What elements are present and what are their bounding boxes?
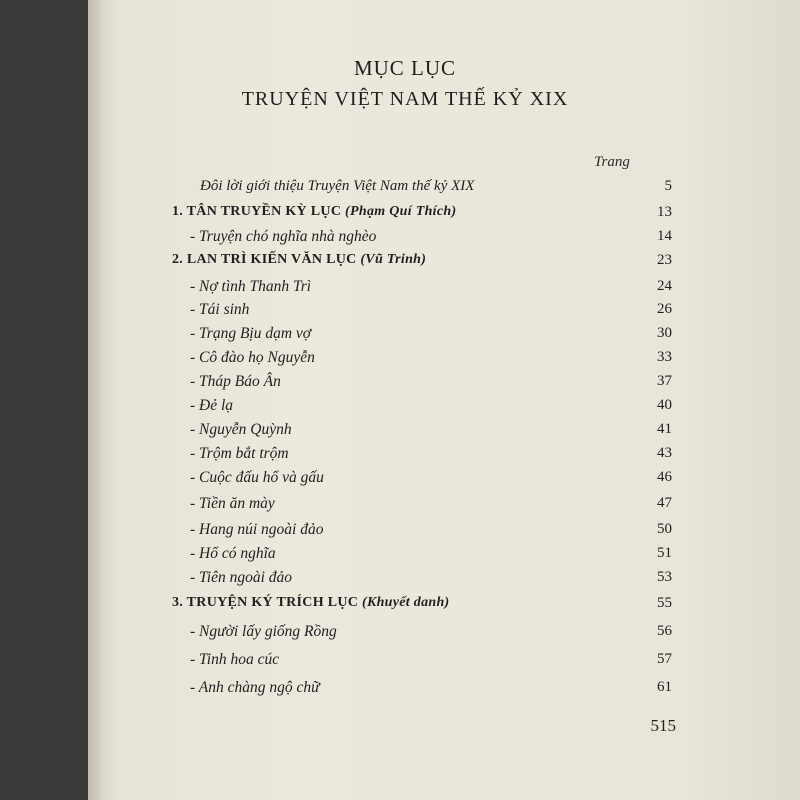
toc-item-page: 40 (657, 397, 672, 413)
toc-section-title: 2. LAN TRÌ KIẾN VĂN LỤC (Vũ Trinh) (172, 252, 427, 267)
toc-item-page: 37 (657, 373, 672, 389)
toc-item-label: - Hang núi ngoài đảo (190, 521, 324, 538)
toc-item-label: - Tháp Báo Ân (190, 373, 281, 390)
toc-item-row (0, 679, 800, 703)
toc-item-label: - Người lấy giống Rồng (190, 623, 337, 640)
toc-item-label: - Trộm bắt trộm (190, 445, 289, 462)
toc-section-row (0, 204, 800, 228)
toc-section-title: 1. TÂN TRUYỀN KỲ LỤC (Phạm Quí Thích) (172, 204, 457, 219)
toc-item-label: - Cô đào họ Nguyễn (190, 349, 315, 366)
toc-item-label: - Hổ có nghĩa (190, 545, 276, 562)
toc-section-author: (Vũ Trinh) (360, 252, 427, 267)
toc-item-label: - Trạng Bịu dạm vợ (190, 325, 312, 342)
toc-item-row (0, 421, 800, 445)
toc-section-page: 55 (657, 595, 672, 611)
toc-item-row (0, 325, 800, 349)
toc-section-page: 23 (657, 252, 672, 268)
toc-item-page: 51 (657, 545, 672, 561)
toc-item-row (0, 521, 800, 545)
toc-item-row (0, 278, 800, 302)
toc-item-page: 33 (657, 349, 672, 365)
toc-item-row (0, 569, 800, 593)
toc-item-label: - Truyện chó nghĩa nhà nghèo (190, 228, 377, 245)
toc-intro-page: 5 (664, 178, 672, 194)
toc-item-row (0, 228, 800, 252)
toc-item-label: - Nguyễn Quỳnh (190, 421, 292, 438)
toc-item-page: 14 (657, 228, 672, 244)
toc-item-row (0, 397, 800, 421)
toc-item-page: 30 (657, 325, 672, 341)
toc-intro-label: Đôi lời giới thiệu Truyện Việt Nam thế kỷ XIX (200, 178, 475, 194)
toc-section-title: 3. TRUYỆN KÝ TRÍCH LỤC (Khuyết danh) (172, 595, 450, 610)
toc-item-page: 47 (657, 495, 672, 511)
toc-item-page: 56 (657, 623, 672, 639)
toc-item-row (0, 445, 800, 469)
toc-section-row (0, 252, 800, 276)
toc-item-label: - Tiên ngoài đảo (190, 569, 293, 586)
toc-item-page: 43 (657, 445, 672, 461)
toc-item-page: 50 (657, 521, 672, 537)
toc-item-page: 46 (657, 469, 672, 485)
toc-item-label: - Anh chàng ngộ chữ (190, 679, 320, 696)
toc-item-row (0, 545, 800, 569)
toc-item-page: 41 (657, 421, 672, 437)
toc-item-label: - Đẻ lạ (190, 397, 234, 414)
toc-intro-row (0, 178, 800, 202)
toc-section-row (0, 595, 800, 619)
toc-item-label: - Nợ tình Thanh Trì (190, 278, 312, 295)
toc-section-author: (Khuyết danh) (361, 595, 450, 610)
page-column-label: Trang (594, 154, 630, 170)
toc-item-page: 24 (657, 278, 672, 294)
toc-item-row (0, 301, 800, 325)
page-title: MỤC LỤC (353, 56, 457, 80)
toc-section-author: (Phạm Quí Thích) (345, 204, 457, 219)
toc-item-row (0, 469, 800, 493)
page-subtitle: TRUYỆN VIỆT NAM THẾ KỶ XIX (241, 88, 569, 110)
toc-item-label: - Tinh hoa cúc (190, 651, 280, 668)
toc-item-row (0, 495, 800, 519)
toc-item-row (0, 651, 800, 675)
page-number: 515 (650, 716, 676, 735)
toc-item-page: 57 (657, 651, 672, 667)
toc-item-row (0, 349, 800, 373)
toc-item-row (0, 623, 800, 647)
toc-item-row (0, 373, 800, 397)
toc-item-page: 26 (657, 301, 672, 317)
toc-item-label: - Tiền ăn mày (190, 495, 275, 512)
toc-item-label: - Cuộc đấu hổ và gấu (190, 469, 324, 486)
toc-item-label: - Tái sinh (190, 301, 250, 318)
toc-section-page: 13 (657, 204, 672, 220)
toc-item-page: 61 (657, 679, 672, 695)
toc-item-page: 53 (657, 569, 672, 585)
